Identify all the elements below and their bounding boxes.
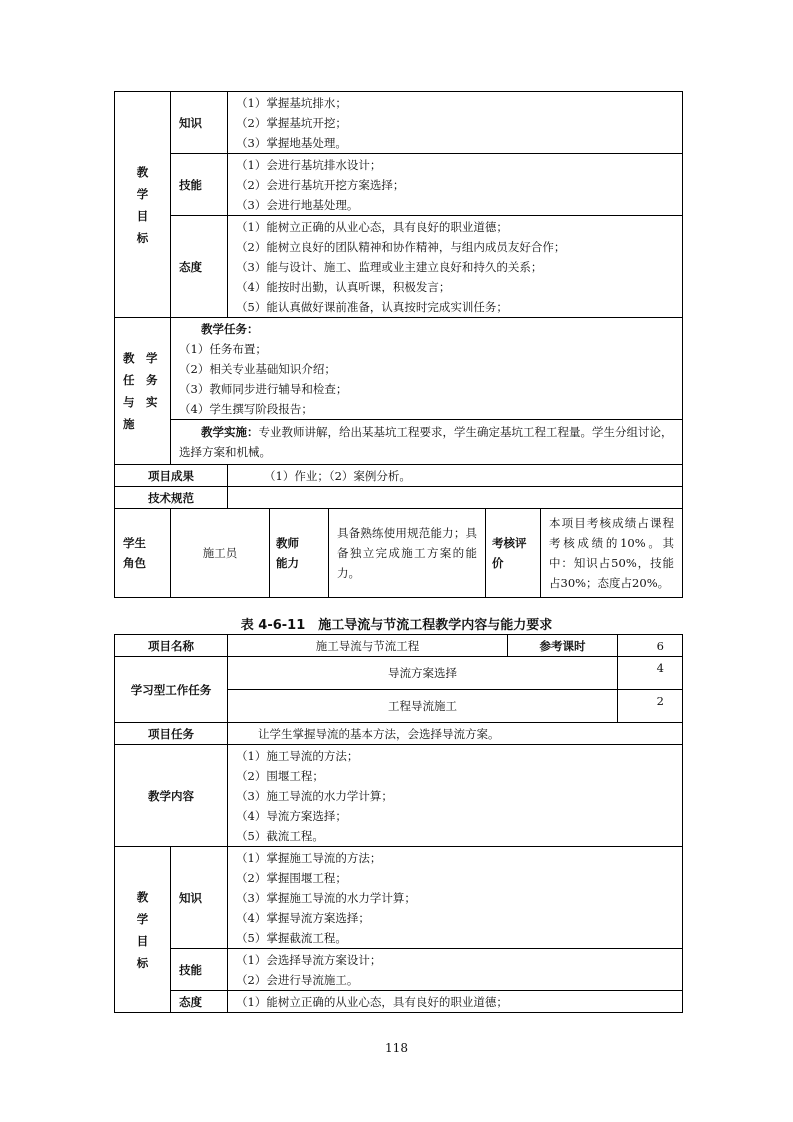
- list-item: （4）掌握导流方案选择；: [236, 910, 370, 925]
- label-line: 任 务: [123, 373, 158, 387]
- knowledge-label: 知识: [171, 847, 228, 949]
- label-line: 能力: [276, 556, 299, 570]
- task-cell: [171, 318, 683, 420]
- list-item: （5）能认真做好课前准备，认真按时完成实训任务；: [236, 299, 508, 314]
- content-list: [228, 745, 683, 847]
- assess-value: 本项目考核成绩占课程考核成绩的10%。其中：知识占50%，技能占30%；态度占20%。: [541, 509, 683, 598]
- goal-label: [115, 847, 171, 1013]
- list-item: （2）能树立良好的团队精神和协作精神，与组内成员友好合作；: [236, 239, 566, 254]
- work-task-name: 工程导流施工: [228, 690, 618, 723]
- label-line: 与 实: [123, 395, 158, 409]
- list-item: （3）施工导流的水力学计算；: [236, 788, 393, 803]
- attitude-list: [228, 216, 683, 318]
- impl-heading: 教学实施：: [201, 425, 259, 439]
- label-line: 考核评: [492, 536, 527, 550]
- work-task-name: 导流方案选择: [228, 657, 618, 690]
- work-task-hours: 4: [618, 657, 683, 690]
- list-item: （2）掌握围堰工程；: [236, 870, 347, 885]
- label-line: 教 学: [123, 351, 158, 365]
- list-item: （1）掌握基坑排水；: [236, 95, 347, 110]
- task-heading: 教学任务：: [201, 321, 259, 336]
- goal-label: [115, 92, 171, 318]
- skill-label: 技能: [171, 949, 228, 991]
- teacher-ability-label: [270, 509, 329, 598]
- skill-list: [228, 949, 683, 991]
- teaching-table-diversion: [114, 634, 683, 1013]
- goal-label-text: 教学目标: [136, 164, 149, 245]
- list-item: （1）能树立正确的从业心态，具有良好的职业道德；: [236, 994, 508, 1009]
- assess-label: [486, 509, 541, 598]
- list-item: （1）施工导流的方法；: [236, 748, 359, 763]
- list-item: （2）掌握基坑开挖；: [236, 115, 347, 130]
- label-line: 价: [492, 556, 504, 570]
- skill-label: 技能: [171, 154, 228, 216]
- list-item: （3）会进行地基处理。: [236, 197, 359, 212]
- knowledge-label: 知识: [171, 92, 228, 154]
- label-line: 角色: [123, 556, 146, 570]
- attitude-label: 态度: [171, 991, 228, 1013]
- list-item: （3）掌握施工导流的水力学计算；: [236, 890, 416, 905]
- project-task-value: 让学生掌握导流的基本方法，会选择导流方案。: [228, 723, 683, 745]
- list-item: （4）能按时出勤，认真听课，积极发言；: [236, 279, 451, 294]
- list-item: （4）导流方案选择；: [236, 808, 347, 823]
- role-value: 施工员: [171, 509, 270, 598]
- standard-value: [228, 487, 683, 509]
- list-item: （1）掌握施工导流的方法；: [236, 850, 382, 865]
- goal-label-text: 教学目标: [136, 889, 149, 970]
- list-item: （1）会进行基坑排水设计；: [236, 157, 382, 172]
- list-item: （1）会选择导流方案设计；: [236, 952, 382, 967]
- list-item: （2）会进行导流施工。: [236, 972, 359, 987]
- impl-text: 专业教师讲解，给出某基坑工程要求，学生确定基坑工程工程量。学生分组讨论，选择方案和机械。: [179, 425, 673, 459]
- list-item: （3）掌握地基处理。: [236, 135, 347, 150]
- project-task-label: 项目任务: [115, 723, 228, 745]
- label-line: 施: [123, 417, 135, 431]
- list-item: （3）教师同步进行辅导和检查；: [179, 381, 348, 396]
- list-item: （2）会进行基坑开挖方案选择；: [236, 177, 405, 192]
- skill-list: [228, 154, 683, 216]
- task-impl-label: [115, 318, 171, 465]
- list-item: （4）学生撰写阶段报告；: [179, 401, 313, 416]
- result-label: 项目成果: [115, 465, 228, 487]
- knowledge-list: [228, 92, 683, 154]
- project-name-label: 项目名称: [115, 635, 228, 657]
- attitude-label: 态度: [171, 216, 228, 318]
- project-name-value: 施工导流与节流工程: [228, 635, 508, 657]
- standard-label: 技术规范: [115, 487, 228, 509]
- list-item: （5）截流工程。: [236, 828, 324, 843]
- list-item: （2）围堰工程；: [236, 768, 324, 783]
- content-label: 教学内容: [115, 745, 228, 847]
- work-task-label: 学习型工作任务: [115, 657, 228, 723]
- impl-cell: [171, 420, 683, 465]
- teacher-ability-value: 具备熟练使用规范能力；具备独立完成施工方案的能力。: [329, 509, 486, 598]
- hours-label: 参考课时: [508, 635, 618, 657]
- label-line: 教师: [276, 536, 299, 550]
- page-number: 118: [385, 1041, 408, 1055]
- teaching-table-continued: [114, 91, 683, 598]
- knowledge-list: [228, 847, 683, 949]
- table-caption: 表 4-6-11 施工导流与节流工程教学内容与能力要求: [240, 618, 553, 633]
- list-item: （3）能与设计、施工、监理或业主建立良好和持久的关系；: [236, 259, 543, 274]
- list-item: （2）相关专业基础知识介绍；: [179, 361, 336, 376]
- attitude-list: [228, 991, 683, 1013]
- list-item: （5）掌握截流工程。: [236, 930, 347, 945]
- work-task-hours: 2: [618, 690, 683, 723]
- result-value: （1）作业；（2）案例分析。: [228, 465, 683, 487]
- label-line: 学生: [123, 536, 146, 550]
- hours-value: 6: [618, 635, 683, 657]
- list-item: （1）能树立正确的从业心态，具有良好的职业道德；: [236, 219, 508, 234]
- role-label: [115, 509, 171, 598]
- list-item: （1）任务布置；: [179, 341, 267, 356]
